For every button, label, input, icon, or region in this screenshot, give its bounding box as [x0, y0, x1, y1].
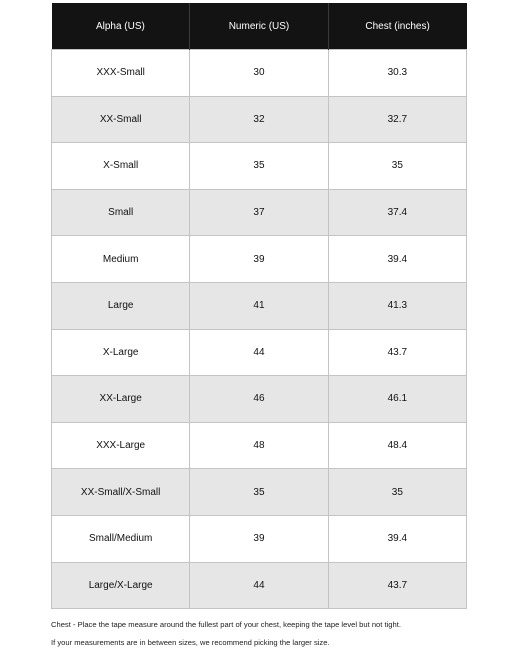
cell-numeric-us: 37 — [190, 189, 328, 236]
cell-numeric-us: 44 — [190, 329, 328, 376]
cell-numeric-us: 35 — [190, 469, 328, 516]
header-row — [52, 3, 467, 50]
cell-chest-inches: 35 — [328, 143, 466, 190]
cell-alpha-us: Large — [52, 282, 190, 329]
cell-chest-inches: 46.1 — [328, 376, 466, 423]
cell-alpha-us: Small/Medium — [52, 515, 190, 562]
chest-measurement-note: Chest - Place the tape measure around the fullest part of your chest, keeping the tape level but not tight. — [51, 620, 401, 629]
cell-chest-inches: 30.3 — [328, 50, 466, 97]
table-row — [52, 143, 467, 190]
header-alpha-us: Alpha (US) — [52, 3, 190, 50]
size-chart-table — [51, 3, 467, 609]
cell-alpha-us: XX-Small/X-Small — [52, 469, 190, 516]
cell-alpha-us: X-Small — [52, 143, 190, 190]
cell-numeric-us: 30 — [190, 50, 328, 97]
table-row — [52, 422, 467, 469]
table-row — [52, 329, 467, 376]
table-header — [52, 3, 467, 50]
cell-chest-inches: 43.7 — [328, 562, 466, 609]
cell-numeric-us: 39 — [190, 236, 328, 283]
table-row — [52, 376, 467, 423]
table-row — [52, 282, 467, 329]
cell-chest-inches: 32.7 — [328, 96, 466, 143]
cell-chest-inches: 39.4 — [328, 236, 466, 283]
table-row — [52, 96, 467, 143]
cell-numeric-us: 41 — [190, 282, 328, 329]
table-row — [52, 236, 467, 283]
cell-numeric-us: 39 — [190, 515, 328, 562]
cell-alpha-us: XXX-Large — [52, 422, 190, 469]
header-chest-inches: Chest (inches) — [328, 3, 466, 50]
cell-alpha-us: XXX-Small — [52, 50, 190, 97]
cell-alpha-us: XX-Small — [52, 96, 190, 143]
cell-alpha-us: Medium — [52, 236, 190, 283]
cell-chest-inches: 37.4 — [328, 189, 466, 236]
cell-numeric-us: 35 — [190, 143, 328, 190]
table-row — [52, 515, 467, 562]
cell-numeric-us: 48 — [190, 422, 328, 469]
cell-numeric-us: 44 — [190, 562, 328, 609]
cell-alpha-us: Large/X-Large — [52, 562, 190, 609]
cell-alpha-us: Small — [52, 189, 190, 236]
between-sizes-note: If your measurements are in between sizes, we recommend picking the larger size. — [51, 638, 330, 647]
table-body — [52, 50, 467, 609]
table-row — [52, 189, 467, 236]
cell-chest-inches: 35 — [328, 469, 466, 516]
table-row — [52, 562, 467, 609]
cell-alpha-us: X-Large — [52, 329, 190, 376]
cell-chest-inches: 48.4 — [328, 422, 466, 469]
cell-numeric-us: 46 — [190, 376, 328, 423]
cell-alpha-us: XX-Large — [52, 376, 190, 423]
cell-chest-inches: 43.7 — [328, 329, 466, 376]
table-row — [52, 50, 467, 97]
cell-chest-inches: 41.3 — [328, 282, 466, 329]
header-numeric-us: Numeric (US) — [190, 3, 328, 50]
table-row — [52, 469, 467, 516]
cell-chest-inches: 39.4 — [328, 515, 466, 562]
cell-numeric-us: 32 — [190, 96, 328, 143]
